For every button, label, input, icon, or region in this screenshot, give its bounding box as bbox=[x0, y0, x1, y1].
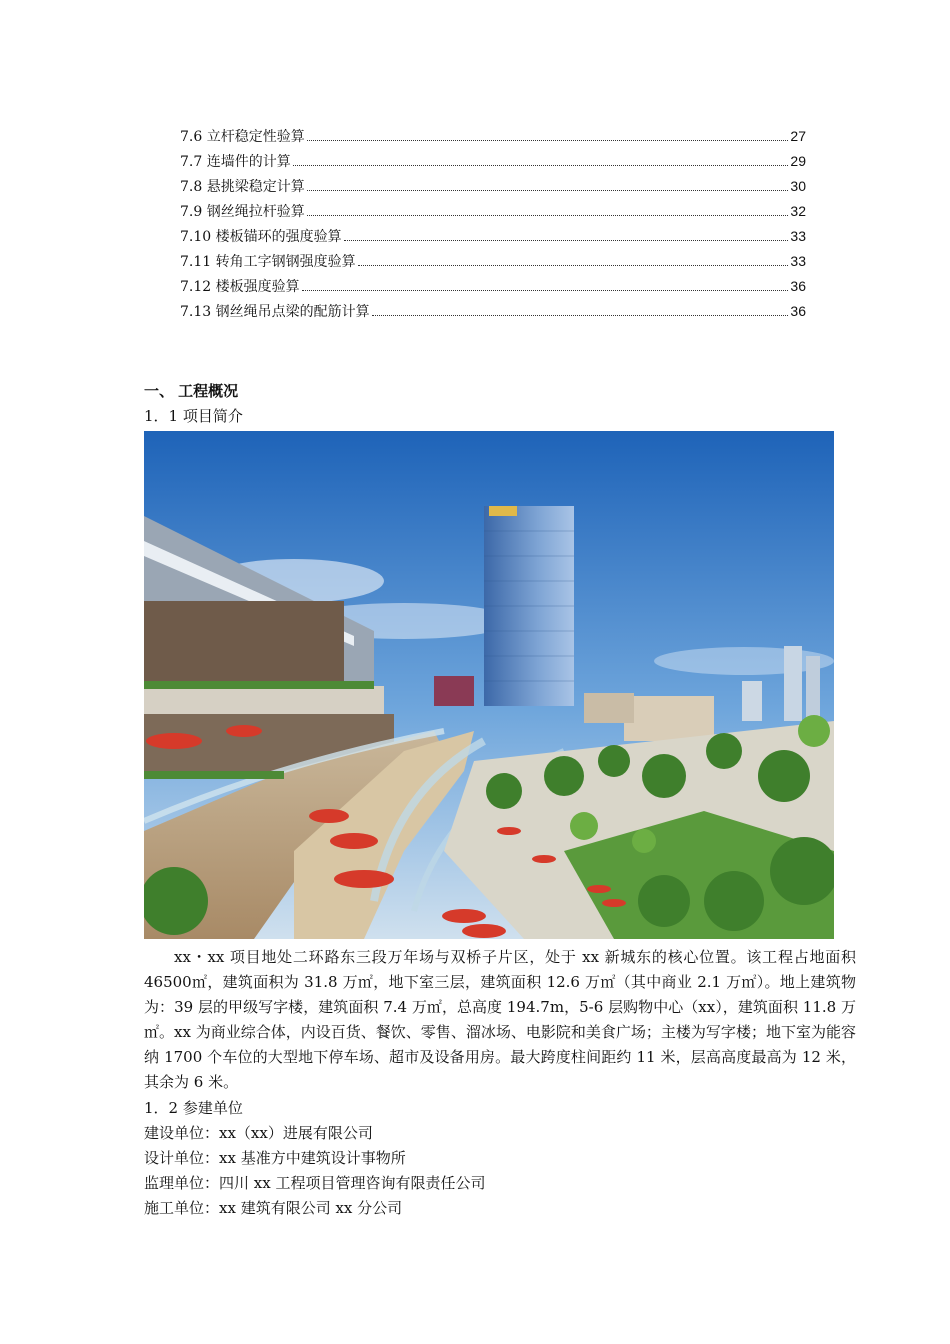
subsection-title-project-intro: 1．1 项目简介 bbox=[144, 407, 243, 425]
unit-line-designer: 设计单位：xx 基准方中建筑设计事物所 bbox=[144, 1149, 406, 1167]
toc-page-number: 33 bbox=[790, 253, 806, 269]
toc-entry[interactable] bbox=[180, 176, 806, 201]
project-description-paragraph: xx・xx 项目地处二环路东三段万年场与双桥子片区，处于 xx 新城东的核心位置。该工程占地面积 46500㎡，建筑面积为 31.8 万㎡，地下室三层，建筑面积 12.6 万㎡（其中商业 2.1 万㎡）。地上建筑物为：39 层的甲级写字楼，建筑面积 7.4 万㎡，总高度 194.7m，5-6 层购物中心（xx），建筑面积 11.8 万㎡。xx 为商业综合体，内设百货、餐饮、零售、溜冰场、电影院和美食广场；主楼为写字楼；地下室为能容纳 1700 个车位的大型地下停车场、超市及设备用房。最大跨度柱间距约 11 米，层高高度最高为 12 米，其余为 6 米。 bbox=[144, 948, 856, 1091]
toc-leader bbox=[293, 164, 789, 166]
toc-entry[interactable] bbox=[180, 301, 806, 326]
toc-entry[interactable] bbox=[180, 226, 806, 251]
toc-title: 7.8 悬挑梁稳定计算 bbox=[180, 179, 305, 195]
toc-page-number: 32 bbox=[790, 203, 806, 219]
toc-page-number: 30 bbox=[790, 178, 806, 194]
unit-line-supervisor: 监理单位：四川 xx 工程项目管理咨询有限责任公司 bbox=[144, 1174, 486, 1192]
toc-entry[interactable] bbox=[180, 201, 806, 226]
toc-page-number: 33 bbox=[790, 228, 806, 244]
toc-title: 7.10 楼板锚环的强度验算 bbox=[180, 229, 342, 245]
toc-leader bbox=[302, 289, 789, 291]
toc-leader bbox=[358, 264, 789, 266]
toc-entry[interactable] bbox=[180, 251, 806, 276]
toc-leader bbox=[307, 214, 789, 216]
toc-entry[interactable] bbox=[180, 276, 806, 301]
toc-title: 7.11 转角工字钢钢强度验算 bbox=[180, 254, 356, 270]
subsection-title-participants: 1．2 参建单位 bbox=[144, 1099, 243, 1117]
toc-leader bbox=[307, 189, 789, 191]
toc-leader bbox=[344, 239, 789, 241]
toc-entry[interactable] bbox=[180, 151, 806, 176]
unit-line-owner: 建设单位：xx（xx）进展有限公司 bbox=[144, 1124, 373, 1142]
toc-page-number: 36 bbox=[790, 278, 806, 294]
toc-entry[interactable] bbox=[180, 126, 806, 151]
table-of-contents bbox=[180, 126, 806, 326]
section-heading: 一、 工程概况 bbox=[144, 383, 239, 400]
toc-leader bbox=[372, 314, 789, 316]
toc-page-number: 27 bbox=[790, 128, 806, 144]
toc-page-number: 36 bbox=[790, 303, 806, 319]
project-rendering-image bbox=[144, 431, 834, 939]
toc-page-number: 29 bbox=[790, 153, 806, 169]
toc-title: 7.6 立杆稳定性验算 bbox=[180, 129, 305, 145]
toc-title: 7.12 楼板强度验算 bbox=[180, 279, 300, 295]
unit-line-contractor: 施工单位：xx 建筑有限公司 xx 分公司 bbox=[144, 1199, 403, 1217]
toc-title: 7.13 钢丝绳吊点梁的配筋计算 bbox=[180, 304, 370, 320]
toc-leader bbox=[307, 139, 789, 141]
toc-title: 7.9 钢丝绳拉杆验算 bbox=[180, 204, 305, 220]
toc-title: 7.7 连墙件的计算 bbox=[180, 154, 291, 170]
